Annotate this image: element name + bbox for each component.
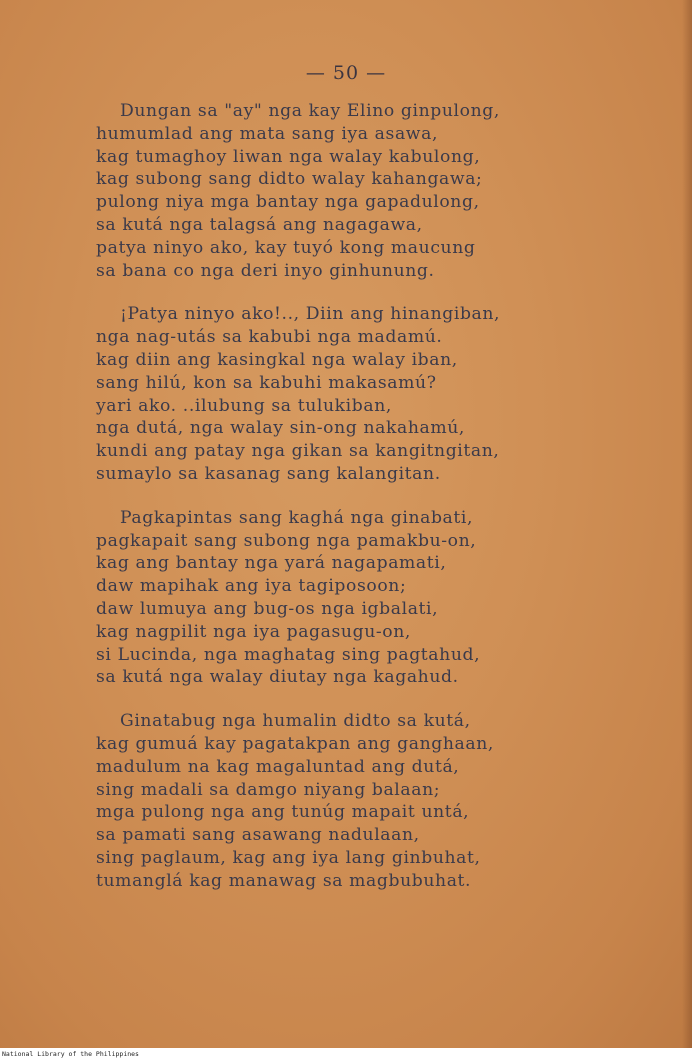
poem-line: daw lumuya ang bug-os nga igbalati, — [96, 598, 439, 619]
stanza-3 — [96, 507, 656, 689]
poem-line: yari ako. ..ilubung sa tulukiban, — [96, 395, 392, 416]
poem-line: sa kutá nga talagsá ang nagagawa, — [96, 214, 423, 235]
poem-line: nga nag-utás sa kabubi nga madamú. — [96, 327, 443, 348]
poem-line: patya ninyo ako, kay tuyó kong maucung — [96, 237, 476, 258]
stanza-1 — [96, 100, 656, 282]
poem-line: kag subong sang didto walay kahangawa; — [96, 169, 483, 190]
poem-line: nga dutá, nga walay sin-ong nakahamú, — [96, 418, 465, 439]
poem-line: kag gumuá kay pagatakpan ang ganghaan, — [96, 733, 494, 754]
poem-line: humumlad ang mata sang iya asawa, — [96, 123, 439, 144]
poem-line: sing madali sa damgo niyang balaan; — [96, 779, 441, 800]
poem-line: pulong niya mga bantay nga gapadulong, — [96, 192, 480, 213]
poem-line: kag nagpilit nga iya pagasugu-on, — [96, 621, 411, 642]
poem-line: Dungan sa "ay" nga kay Elino ginpulong, — [120, 101, 500, 121]
poem-line: tumanglá kag manawag sa magbubuhat. — [96, 870, 472, 891]
poem-line: si Lucinda, nga maghatag sing pagtahud, — [96, 644, 481, 665]
stanza-2 — [96, 303, 656, 485]
poem-line: sang hilú, kon sa kabuhi makasamú? — [96, 372, 437, 393]
poem-line: sa pamati sang asawang nadulaan, — [96, 825, 420, 846]
poem-line: daw mapihak ang iya tagiposoon; — [96, 576, 407, 597]
poem-line: kag ang bantay nga yará nagapamati, — [96, 553, 447, 574]
poem-line: kag tumaghoy liwan nga walay kabulong, — [96, 146, 481, 167]
poem-line: ¡Patya ninyo ako!.., Diin ang hinangiban, — [120, 304, 501, 325]
stanza-4 — [96, 710, 656, 892]
poem-body — [96, 100, 656, 914]
library-credit: National Library of the Philippines — [2, 1050, 139, 1058]
poem-line: pagkapait sang subong nga pamakbu-on, — [96, 530, 477, 551]
poem-line: sing paglaum, kag ang iya lang ginbuhat, — [96, 847, 481, 868]
poem-line: Ginatabug nga humalin didto sa kutá, — [120, 711, 471, 732]
poem-line: sa kutá nga walay diutay nga kagahud. — [96, 667, 459, 688]
page-number: — 50 — — [305, 62, 387, 84]
poem-line: mga pulong nga ang tunúg mapait untá, — [96, 802, 470, 823]
poem-line: madulum na kag magaluntad ang dutá, — [96, 756, 460, 777]
poem-line: Pagkapintas sang kaghá nga ginabati, — [120, 507, 474, 528]
poem-line: kag diin ang kasingkal nga walay iban, — [96, 349, 458, 370]
poem-line: sumaylo sa kasanag sang kalangitan. — [96, 463, 441, 484]
poem-line: kundi ang patay nga gikan sa kangitngitan, — [96, 441, 500, 462]
poem-line: sa bana co nga deri inyo ginhunung. — [96, 260, 435, 281]
